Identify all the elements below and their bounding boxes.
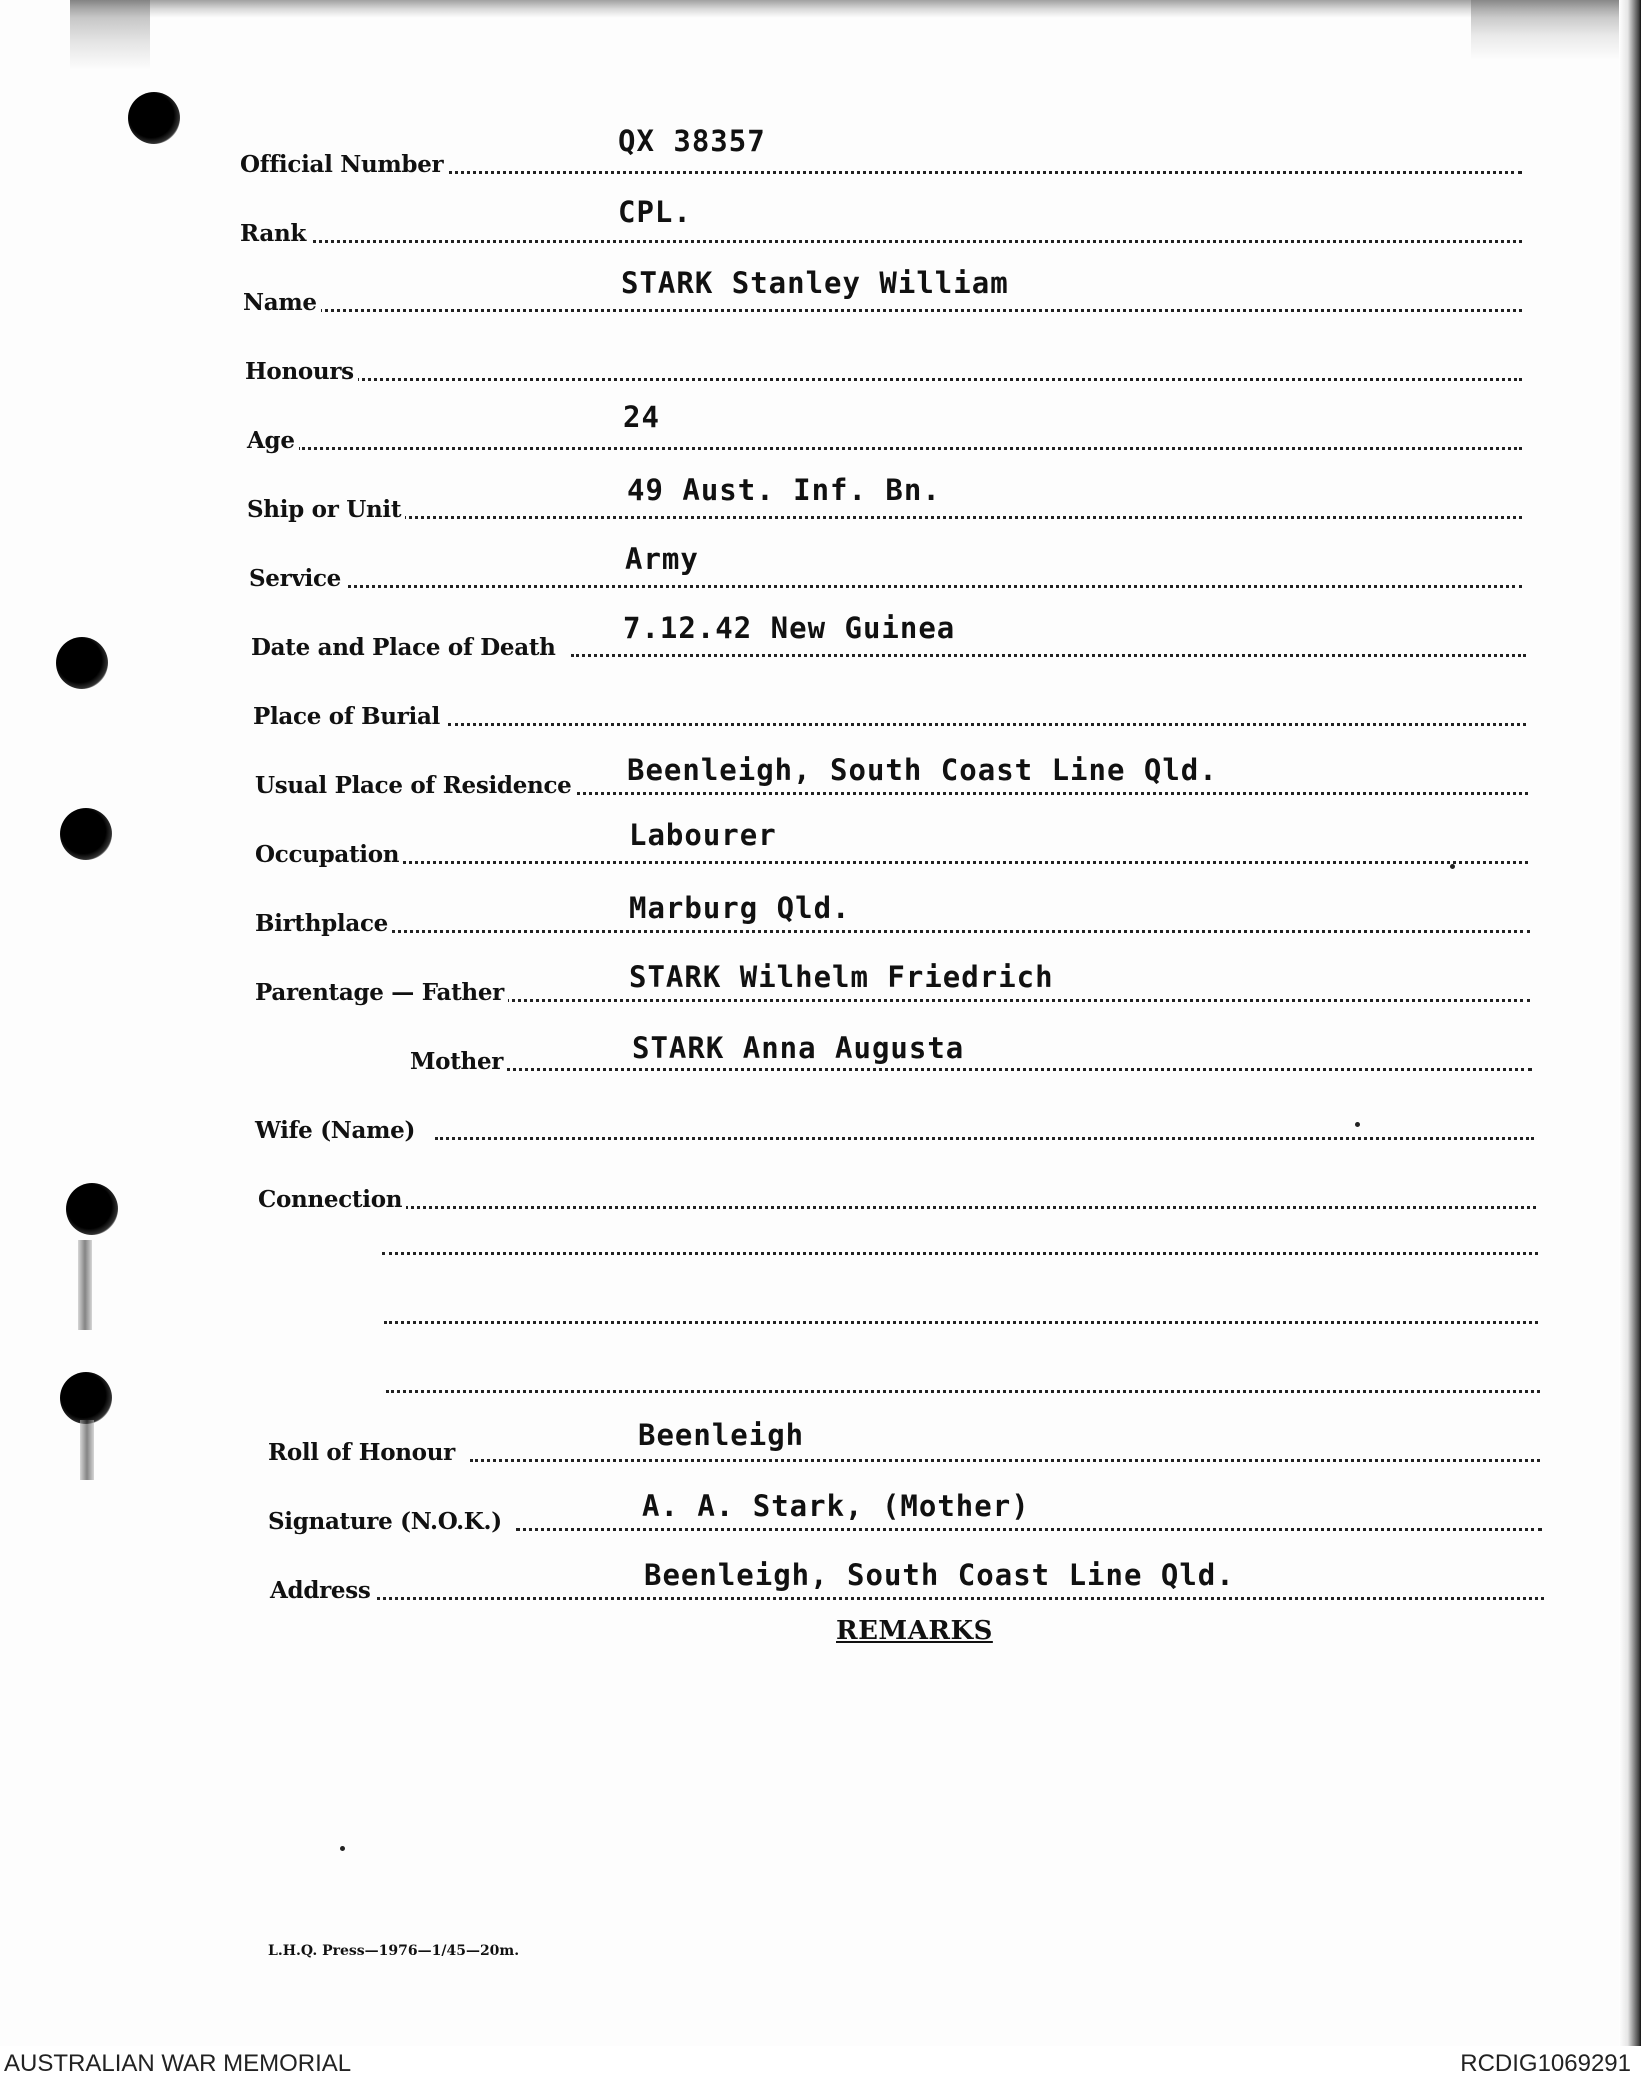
dotted-line (571, 654, 1526, 657)
field-label: Address (270, 1578, 375, 1604)
remarks-heading: REMARKS (836, 1616, 993, 1646)
field-label: Rank (240, 221, 310, 247)
dotted-line (448, 723, 1526, 726)
punch-hole (128, 92, 180, 144)
field-label: Mother (410, 1049, 507, 1075)
field-label: Parentage — Father (255, 980, 508, 1006)
field-place-of-burial (253, 684, 1526, 730)
field-birthplace (255, 891, 1530, 937)
field-value: Beenleigh, South Coast Line Qld. (627, 753, 1218, 787)
dotted-line (494, 1068, 1532, 1071)
field-value: Beenleigh, South Coast Line Qld. (644, 1558, 1235, 1592)
dotted-line (397, 516, 1522, 519)
dotted-line (577, 792, 1528, 795)
dotted-line (313, 309, 1522, 312)
field-official-number (240, 124, 1522, 178)
field-signature-nok (268, 1489, 1542, 1535)
scan-streak (80, 1420, 94, 1480)
punch-hole (60, 808, 112, 860)
scan-streak (78, 1240, 92, 1330)
field-value: 7.12.42 New Guinea (623, 611, 956, 645)
field-value: 24 (623, 400, 660, 434)
field-value: A. A. Stark, (Mother) (642, 1489, 1030, 1523)
speck (340, 1846, 345, 1851)
field-value: Labourer (629, 818, 777, 852)
field-roll-of-honour (268, 1420, 1540, 1466)
field-usual-residence (255, 753, 1528, 799)
field-honours (245, 339, 1522, 385)
scan-edge-right (1619, 0, 1641, 2082)
field-label: Signature (N.O.K.) (268, 1509, 506, 1535)
field-age (247, 400, 1522, 454)
field-value: STARK Anna Augusta (632, 1031, 965, 1065)
field-value: QX 38357 (618, 124, 766, 158)
scan-edge-top (70, 0, 1630, 18)
scan-edge-top-right (1471, 0, 1621, 60)
field-label: Place of Burial (253, 704, 444, 730)
dotted-line (470, 1459, 1540, 1462)
punch-hole (56, 637, 108, 689)
connection-line (386, 1390, 1540, 1393)
dotted-line (382, 1206, 1536, 1209)
dotted-line (430, 171, 1522, 174)
field-value: Marburg Qld. (629, 891, 851, 925)
dotted-line (345, 378, 1522, 381)
dotted-line (329, 585, 1522, 588)
field-address (270, 1558, 1544, 1604)
field-label: Name (243, 290, 321, 316)
dotted-line (435, 1137, 1534, 1140)
field-service (249, 542, 1522, 592)
connection-line (382, 1252, 1538, 1255)
field-connection (258, 1167, 1536, 1213)
field-rank (240, 195, 1522, 247)
field-label: Usual Place of Residence (255, 773, 576, 799)
field-ship-or-unit (247, 473, 1522, 523)
field-value: Beenleigh (638, 1418, 805, 1452)
field-value: CPL. (618, 195, 692, 229)
field-label: Service (249, 566, 345, 592)
field-occupation (255, 818, 1528, 868)
punch-hole (60, 1372, 112, 1424)
field-label: Occupation (255, 842, 403, 868)
field-label: Wife (Name) (255, 1118, 419, 1144)
field-date-place-of-death (251, 611, 1526, 661)
field-wife-name (255, 1098, 1534, 1144)
field-label: Ship or Unit (247, 497, 405, 523)
field-label: Official Number (240, 152, 447, 178)
field-label: Age (247, 428, 299, 454)
field-value: STARK Stanley William (621, 266, 1009, 300)
punch-hole (66, 1183, 118, 1235)
scan-edge-top-left (70, 0, 150, 70)
field-parentage-mother (410, 1029, 1532, 1075)
footer-record-id: RCDIG1069291 (1460, 2050, 1631, 2077)
field-label: Birthplace (255, 911, 392, 937)
field-parentage-father (255, 960, 1530, 1006)
field-value: Army (625, 542, 699, 576)
field-value: STARK Wilhelm Friedrich (629, 960, 1054, 994)
dotted-line (370, 1597, 1544, 1600)
printer-imprint: L.H.Q. Press—1976—1/45—20m. (268, 1943, 520, 1959)
dotted-line (297, 447, 1522, 450)
footer-institution: AUSTRALIAN WAR MEMORIAL (4, 2050, 352, 2077)
dotted-line (493, 999, 1530, 1002)
field-name (243, 266, 1522, 316)
field-label: Honours (245, 359, 358, 385)
dotted-line (516, 1528, 1542, 1531)
field-label: Date and Place of Death (251, 635, 560, 661)
field-value: 49 Aust. Inf. Bn. (627, 473, 941, 507)
dotted-line (302, 240, 1522, 243)
field-label: Roll of Honour (268, 1440, 459, 1466)
field-label: Connection (258, 1187, 406, 1213)
connection-line (384, 1321, 1538, 1324)
dotted-line (385, 861, 1528, 864)
dotted-line (373, 930, 1530, 933)
